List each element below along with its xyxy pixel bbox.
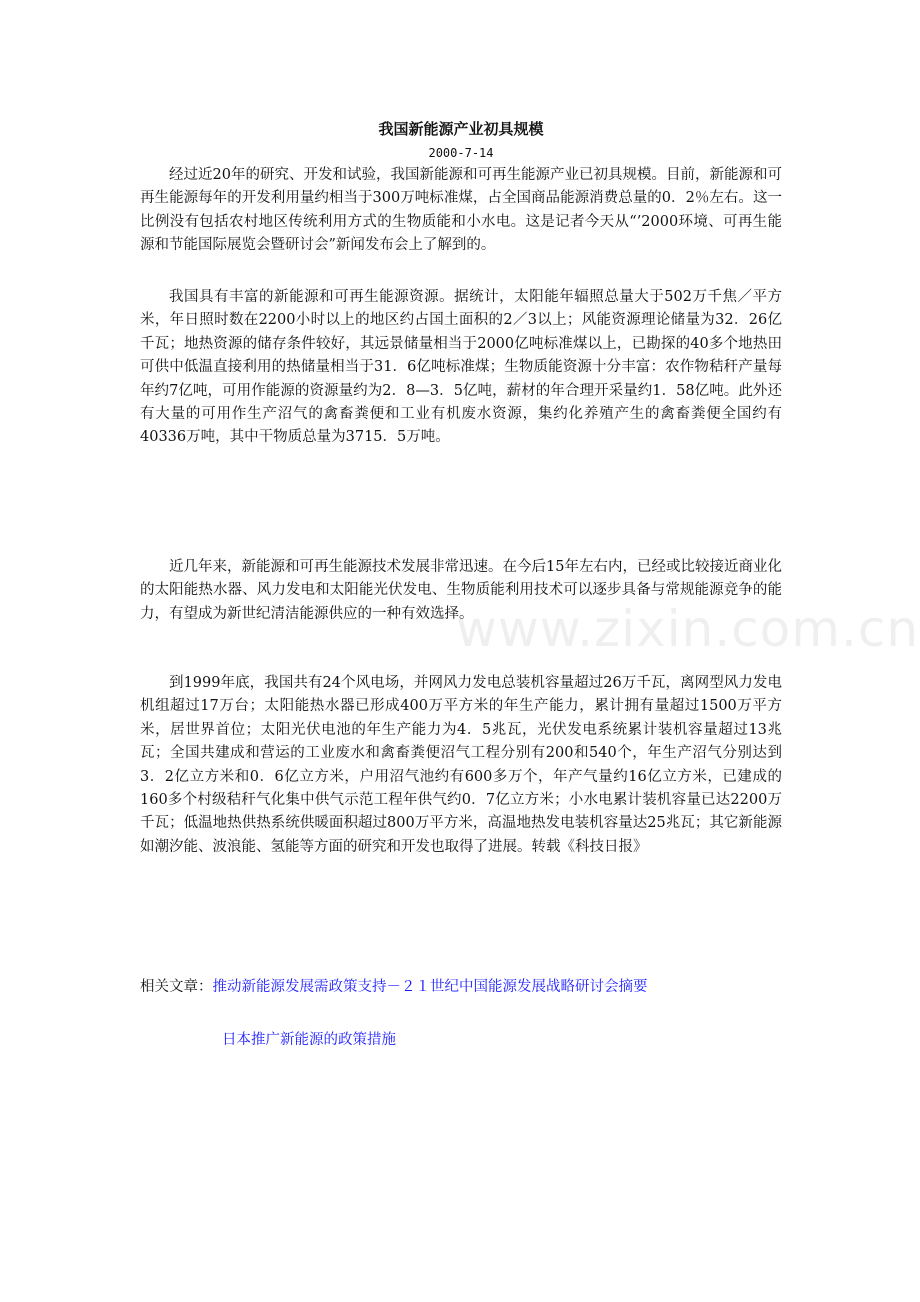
watermark: www.zixin.com.cn bbox=[456, 600, 920, 658]
related-article-link[interactable]: 日本推广新能源的政策措施 bbox=[222, 1032, 396, 1048]
article-paragraph: 近几年来，新能源和可再生能源技术发展非常迅速。在今后15年左右内，已经或比较接近商业化的太阳能热水器、风力发电和太阳能光伏发电、生物质能利用技术可以逐步具备与常规能源竞争的能力，有望成为新世纪清洁能源供应的一种有效选择。 bbox=[140, 559, 782, 622]
article-date: 2000-7-14 bbox=[428, 146, 494, 160]
article-paragraph: 我国具有丰富的新能源和可再生能源资源。据统计，太阳能年辐照总量大于502万千焦／平方米，年日照时数在2200小时以上的地区约占国土面积的2／3以上；风能资源理论储量为32．26亿千瓦；地热资源的储存条件较好，其远景储量相当于2000亿吨标准煤以上，已勘探的40多个地热田可供中低温直接利用的热储量相当于31．6亿吨标准煤；生物质能资源十分丰富：农作物秸秆产量每年约7亿吨，可用作能源的资源量约为2．8—3．5亿吨，薪材的年合理开采量约1．58亿吨。此外还有大量的可用作生产沼气的禽畜粪便和工业有机废水资源，集约化养殖产生的禽畜粪便全国约有40336万吨，其中干物质总量为3715．5万吨。 bbox=[140, 289, 782, 446]
related-articles bbox=[140, 977, 648, 997]
related-article-link[interactable]: 推动新能源发展需政策支持－２１世纪中国能源发展战略研讨会摘要 bbox=[212, 979, 648, 995]
related-articles-label: 相关文章： bbox=[140, 979, 213, 995]
article-paragraph: 到1999年底，我国共有24个风电场，并网风力发电总装机容量超过26万千瓦，离网型风力发电机组超过17万台；太阳能热水器已形成400万平方米的年生产能力，累计拥有量超过1500万平方米，居世界首位；太阳光伏电池的年生产能力为4．5兆瓦，光伏发电系统累计装机容量超过13兆瓦；全国共建成和营运的工业废水和禽畜粪便沼气工程分别有200和540个，年生产沼气分别达到3．2亿立方米和0．6亿立方米，户用沼气池约有600多万个，年产气量约16亿立方米，已建成的160多个村级秸秆气化集中供气示范工程年供气约0．7亿立方米；小水电累计装机容量已达2200万千瓦；低温地热供热系统供暖面积超过800万平方米，高温地热发电装机容量达25兆瓦；其它新能源如潮汐能、波浪能、氢能等方面的研究和开发也取得了进展。转载《科技日报》 bbox=[140, 675, 782, 855]
article-title: 我国新能源产业初具规模 bbox=[378, 120, 544, 138]
related-article-item bbox=[222, 1030, 396, 1050]
article-paragraph: 经过近20年的研究、开发和试验，我国新能源和可再生能源产业已初具规模。目前，新能源和可再生能源每年的开发利用量约相当于300万吨标准煤，占全国商品能源消费总量的0．2％左右。这一比例没有包括农村地区传统利用方式的生物质能和小水电。这是记者今天从“’2000环境、可再生能源和节能国际展览会暨研讨会”新闻发布会上了解到的。 bbox=[140, 167, 782, 254]
